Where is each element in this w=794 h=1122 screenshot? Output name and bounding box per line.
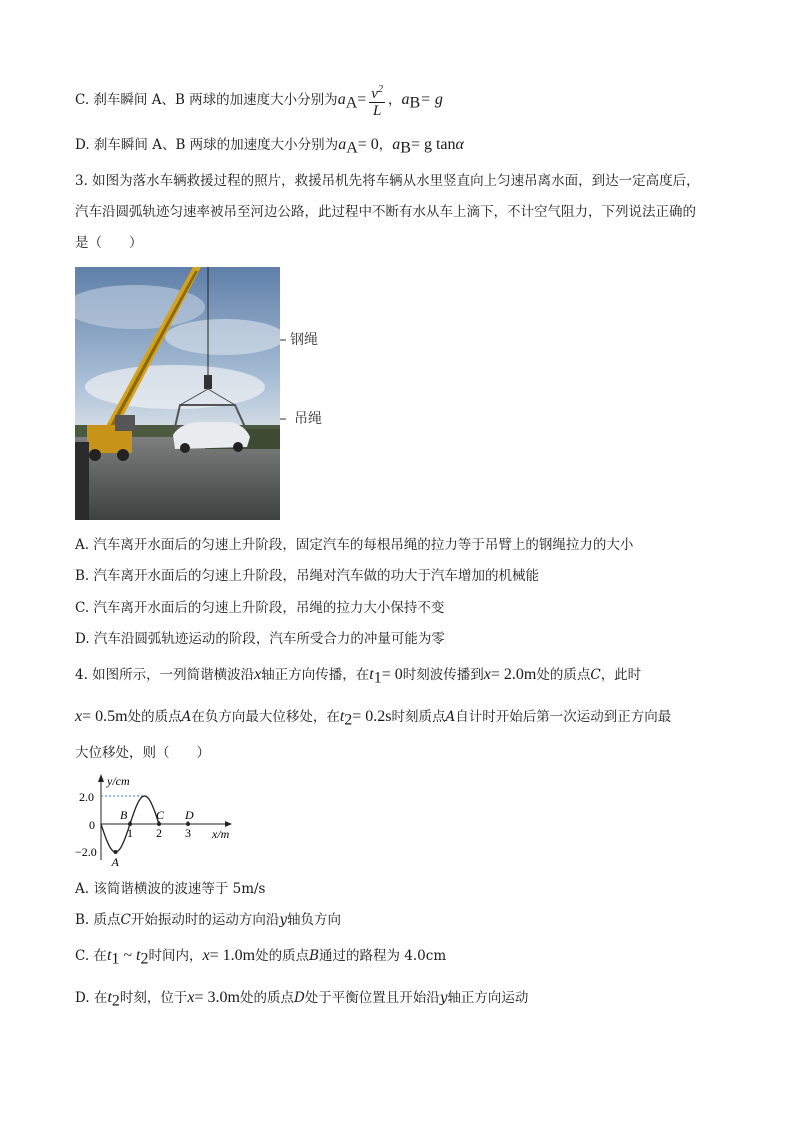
point-d-label: D	[185, 808, 194, 822]
wave-graph-svg	[75, 772, 245, 867]
q3-option-b: B. 汽车离开水面后的匀速上升阶段，吊绳对汽车做的功大于汽车增加的机械能	[75, 568, 540, 584]
q4-stem-line2: x= 0.5m处的质点A在负方向最大位移处，在$t_2= 0.2s$时刻质点A自计时开始后第一次运动到正方向最	[75, 708, 672, 729]
point-b-dot	[128, 822, 132, 826]
x-tick-label: 3	[185, 826, 191, 840]
y-axis-label: y/cm	[107, 774, 130, 788]
steel-rope-label: 钢绳	[290, 332, 318, 348]
x-axis-label: x/m	[212, 827, 230, 841]
point-b-label: B	[120, 808, 128, 822]
y-max-label: 2.0	[79, 790, 94, 804]
q4-option-a: A. 该简谐横波的波速等于 5m/s	[75, 881, 266, 897]
x-tick-label: 2	[156, 826, 162, 840]
rescue-photo-image	[75, 267, 280, 520]
photo-labels	[280, 267, 380, 520]
point-a-label: A	[111, 855, 119, 867]
q3-option-a: A. 汽车离开水面后的匀速上升阶段，固定汽车的每根吊绳的拉力等于吊臂上的钢绳拉力的大小	[75, 537, 634, 553]
x-tick-label: 1	[127, 826, 133, 840]
labeled-points	[111, 808, 195, 867]
q2-option-c: C. 刹车瞬间 A、B 两球的加速度大小分别为$a_A=$ $\frac{v^2}{L}$ ，$a_B= g$	[75, 84, 443, 119]
point-d-dot	[186, 822, 190, 826]
q4-option-b: B. 质点C开始振动时的运动方向沿y轴负方向	[75, 912, 341, 928]
q3-stem-line1: 3. 如图为落水车辆救援过程的照片，救援吊机先将车辆从水里竖直向上匀速吊离水面，到达一定高度后，	[75, 173, 700, 189]
q3-option-d: D. 汽车沿圆弧轨迹运动的阶段，汽车所受合力的冲量可能为零	[75, 631, 445, 647]
label-leader-lines	[280, 267, 380, 520]
q4-option-c: C. 在$t_1$ ~ $t_2$时间内，x= 1.0m处的质点B通过的路程为 4.0cm	[75, 947, 447, 968]
q4-stem-line1: 4. 如图所示，一列简谐横波沿x轴正方向传播，在$t_1= 0$时刻波传播到x= 2.0m处的质点C，此时	[75, 666, 642, 687]
point-c-label: C	[156, 808, 165, 822]
y-axis-arrow	[98, 774, 104, 782]
q2-option-d: D. 刹车瞬间 A、B 两球的加速度大小分别为$a_A= 0$，$a_B= g$ tanα	[75, 136, 464, 157]
q4-option-d: D. 在$t_2$时刻，位于x= 3.0m处的质点D处于平衡位置且开始沿y轴正方向运动	[75, 989, 529, 1010]
q4-stem-line3: 大位移处，则（ ）	[75, 745, 210, 761]
hanging-rope-label: 吊绳	[294, 411, 322, 427]
q3-stem-line3: 是（ ）	[75, 235, 143, 251]
q3-option-c: C. 汽车离开水面后的匀速上升阶段，吊绳的拉力大小保持不变	[75, 600, 445, 616]
point-c-dot	[157, 822, 161, 826]
y-min-label: −2.0	[75, 845, 97, 859]
wave-graph	[75, 772, 245, 871]
fraction-v2-over-L: $\frac{v^2}{L}$	[371, 84, 383, 119]
q3-stem-line2: 汽车沿圆弧轨迹匀速率被吊至河边公路，此过程中不断有水从车上滴下，不计空气阻力，下列说法正确的	[75, 204, 696, 220]
point-a-dot	[114, 850, 118, 854]
rescue-photo	[75, 267, 280, 520]
origin-label: 0	[89, 818, 95, 832]
